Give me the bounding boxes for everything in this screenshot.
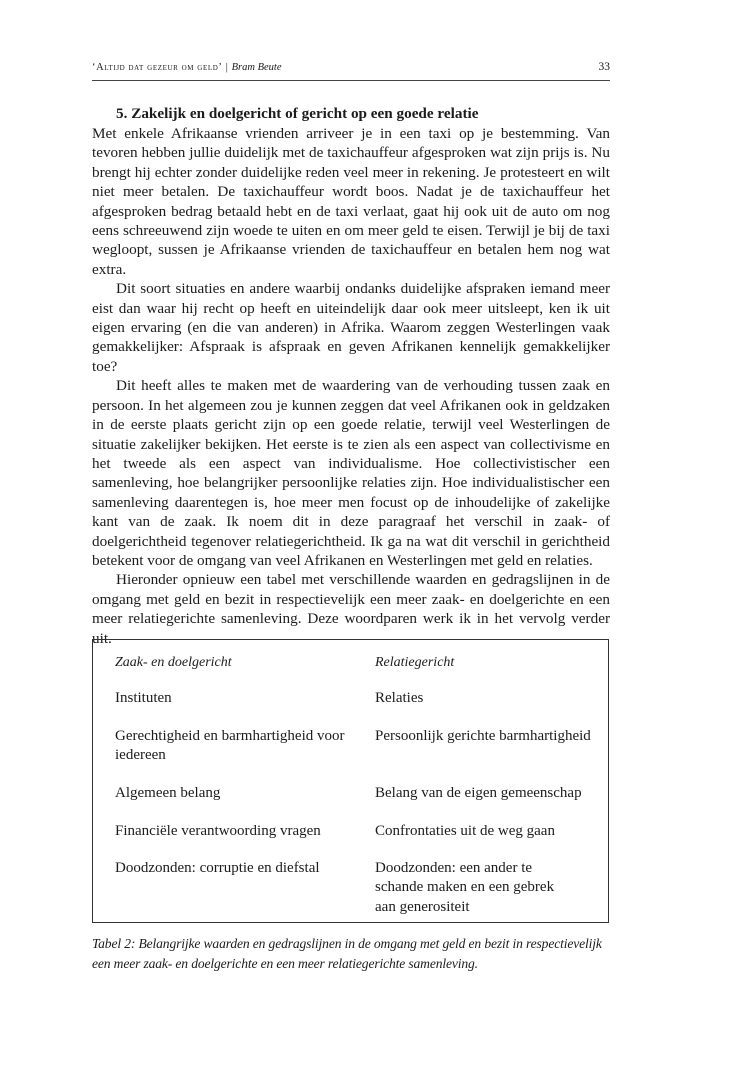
running-head-title: ‘Altijd dat gezeur om geld’ [92, 62, 223, 73]
running-head-separator: | [225, 62, 229, 73]
body-paragraph-4: Hieronder opnieuw een tabel met verschillende waarden en gedragslijnen in de omgang met geld en bezit in respectievelijk een meer zaak- en doelgerichte en een meer relatiegerichte samenleving. Deze woordparen werk ik in het vervolg verder uit. [92, 571, 610, 647]
section-heading: 5. Zakelijk en doelgericht of gericht op een goede relatie [116, 105, 479, 122]
table-cell-right-3: Belang van de eigen gemeenschap [375, 785, 582, 801]
section-body [92, 104, 610, 648]
body-paragraph-1: Met enkele Afrikaanse vrienden arriveer je in een taxi op je bestemming. Van tevoren hebben jullie duidelijk met de taxichauffeur afgesproken wat zijn prijs is. Nu brengt hij echter zonder duidelijke reden veel meer in rekening. Je protesteert en wilt niet meer betalen. De taxichauffeur wordt boos. Nadat je de taxichauffeur het afgesproken bedrag betaald hebt en de taxi verlaat, gaat hij ook uit de auto om nog eens schreeuwend zijn woede te uiten en om meer geld te eisen. Terwijl je bij de taxi wegloopt, sussen je Afrikaanse vrienden de taxichauffeur en betalen hem nog wat extra. [92, 125, 610, 278]
table-cell-right-2: Persoonlijk gerichte barmhartigheid [375, 728, 591, 744]
running-head [92, 62, 610, 78]
table-cell-right-1: Relaties [375, 690, 424, 706]
body-paragraph-3: Dit heeft alles te maken met de waardering van de verhouding tussen zaak en persoon. In het algemeen zou je kunnen zeggen dat veel Afrikanen ook in geldzaken in de eerste plaats gericht zijn op een goede relatie, terwijl veel Westerlingen de situatie zakelijker bekijken. Het eerste is te zien als een aspect van collectivisme en het tweede als een aspect van individualisme. Hoe collectivistischer een samenleving, hoe belangrijker persoonlijke relaties zijn. Hoe individualistischer een samenleving daarentegen is, hoe meer men focust op de inhoudelijke of zakelijke kant van de zaak. Ik noem dit in deze paragraaf het verschil in zaak- of doelgerichtheid tegenover relatiegerichtheid. Ik ga na wat dit verschil in gerichtheid betekent voor de omgang van veel Afrikanen en Westerlingen met geld en relaties. [92, 377, 610, 569]
table-header-left: Zaak- en doelgericht [115, 655, 232, 670]
header-rule [92, 80, 610, 81]
table-cell-right-4: Confrontaties uit de weg gaan [375, 823, 555, 839]
table-cell-left-3: Algemeen belang [115, 785, 221, 801]
table-header-right: Relatiegericht [375, 655, 455, 670]
table-cell-right-5: Doodzonden: een ander te schande maken en een gebrek aan generositeit [375, 860, 555, 915]
running-head-author: Bram Beute [231, 62, 282, 73]
table-cell-left-5: Doodzonden: corruptie en diefstal [115, 860, 320, 876]
running-head-left [92, 62, 282, 73]
table-cell-left-2: Gerechtigheid en barmhartigheid voor iedereen [115, 728, 345, 764]
table-cell-left-4: Financiële verantwoording vragen [115, 823, 321, 839]
page-number: 33 [598, 61, 610, 73]
table-caption: Tabel 2: Belangrijke waarden en gedragslijnen in de omgang met geld en bezit in respectievelijk een meer zaak- en doelgerichte en een meer relatiegerichte samenleving. [92, 936, 602, 971]
body-paragraph-2: Dit soort situaties en andere waarbij ondanks duidelijke afspraken iemand meer eist dan waar hij recht op heeft en uiteindelijk daar ook meer uitsleept, ken ik uit eigen ervaring (en die van anderen) in Afrika. Waarom zeggen Westerlingen vaak gemakkelijker: Afspraak is afspraak en geven Afrikanen kennelijk gemakkelijker toe? [92, 280, 610, 375]
comparison-table [92, 639, 609, 923]
table-cell-left-1: Instituten [115, 690, 172, 706]
